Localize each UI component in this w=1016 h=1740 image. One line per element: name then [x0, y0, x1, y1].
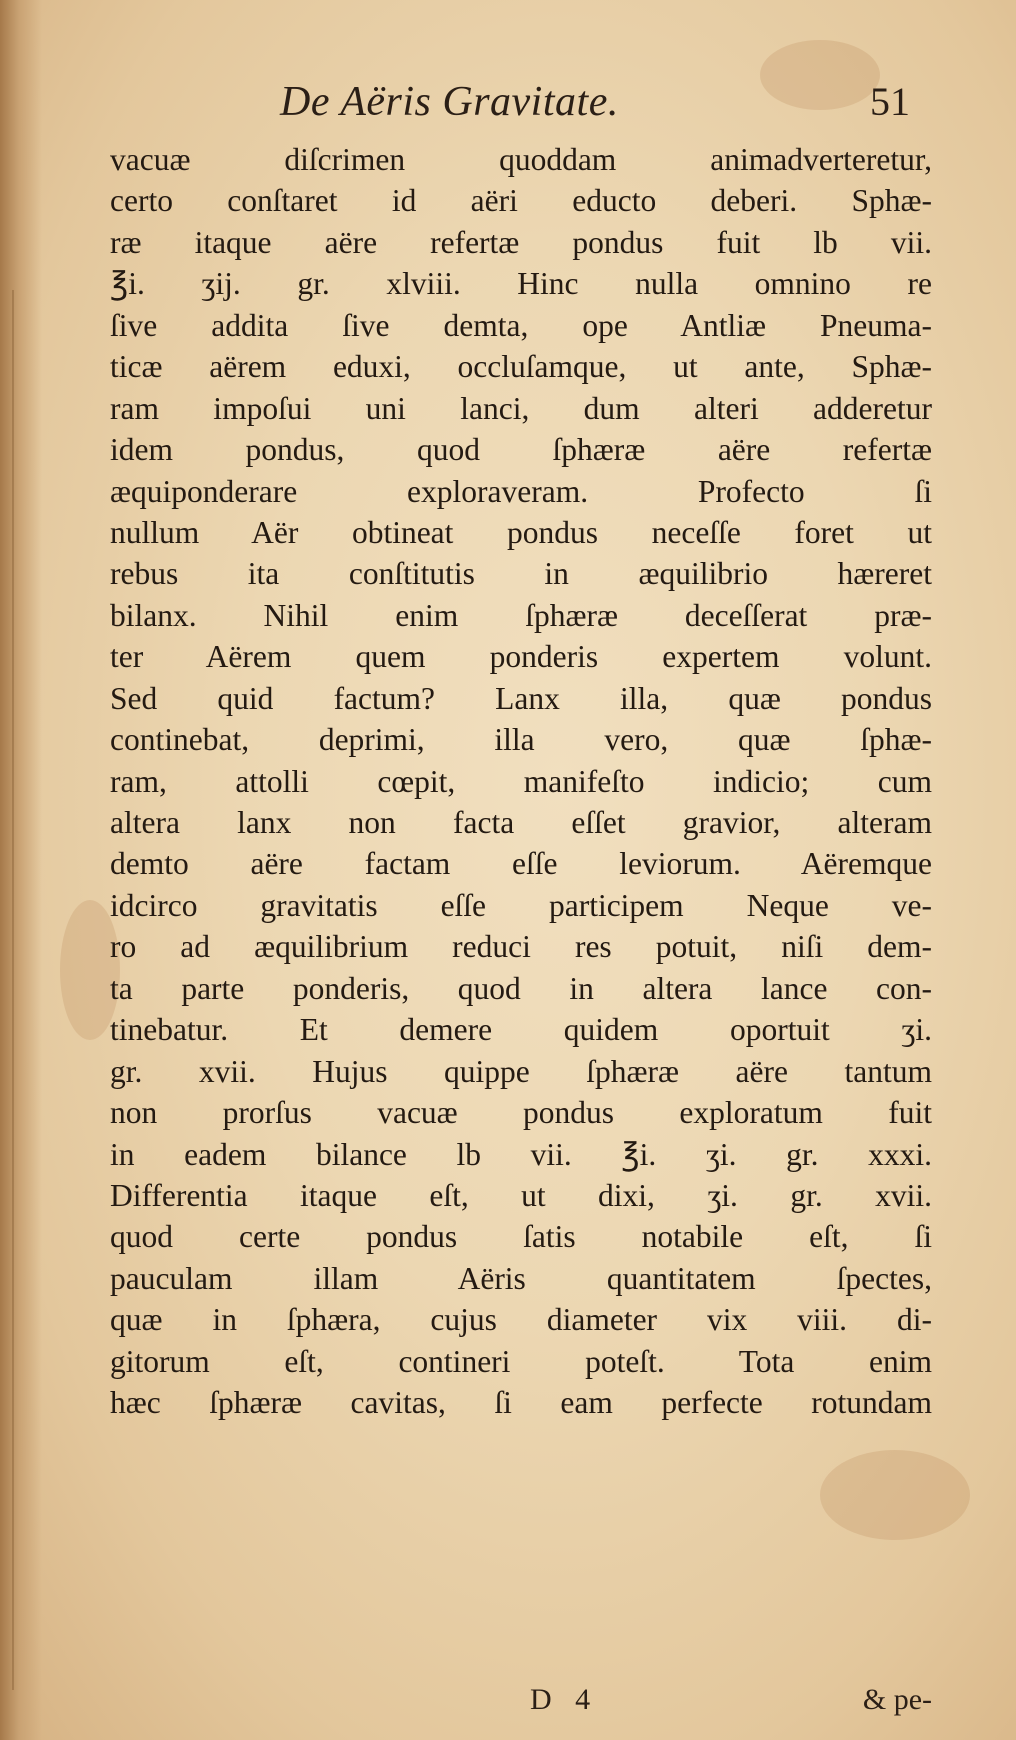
page-header	[110, 78, 910, 128]
text-line: vacuæ diſcrimen quoddam animadverteretur,	[110, 142, 932, 177]
text-line: ticæ aërem eduxi, occluſamque, ut ante, Sphæ-	[110, 349, 932, 385]
text-line: pauculam illam Aëris quantitatem ſpectes,	[110, 1260, 932, 1296]
text-line: tinebatur. Et demere quidem oportuit ʒi.	[110, 1012, 932, 1048]
foxing-stain	[820, 1450, 970, 1540]
text-line: ram impoſui uni lanci, dum alteri adderetur	[110, 390, 932, 426]
text-line: ſive addita ſive demta, ope Antliæ Pneuma-	[110, 307, 932, 343]
text-line: ræ itaque aëre refertæ pondus fuit lb vii.	[110, 224, 932, 260]
text-line: quæ in ſphæra, cujus diameter vix viii. di-	[110, 1302, 932, 1338]
gutter-shadow	[0, 0, 42, 1740]
text-line: Sed quid factum? Lanx illa, quæ pondus	[110, 680, 932, 716]
text-line: æquiponderare exploraveram. Profecto ſi	[110, 473, 932, 509]
text-line: bilanx. Nihil enim ſphæræ deceſſerat præ-	[110, 597, 932, 633]
text-line: continebat, deprimi, illa vero, quæ ſphæ-	[110, 722, 932, 758]
text-line: ℥i. ʒij. gr. xlviii. Hinc nulla omnino re	[110, 266, 932, 302]
text-line: nullum Aër obtineat pondus neceſſe foret ut	[110, 514, 932, 550]
text-line: demto aëre factam eſſe leviorum. Aëremque	[110, 846, 932, 882]
text-line: certo conſtaret id aëri educto deberi. Sphæ-	[110, 183, 932, 219]
text-line: ta parte ponderis, quod in altera lance con-	[110, 970, 932, 1006]
text-line: Differentia itaque eſt, ut dixi, ʒi. gr. xvii.	[110, 1177, 932, 1213]
text-line: ter Aërem quem ponderis expertem volunt.	[110, 639, 932, 675]
page-number: 51	[870, 79, 910, 124]
text-line: ram, attolli cœpit, manifeſto indicio; cum	[110, 763, 932, 799]
body-text	[110, 139, 932, 1424]
text-line: non prorſus vacuæ pondus exploratum fuit	[110, 1095, 932, 1131]
catchword: & pe-	[862, 1683, 932, 1716]
text-line: quod certe pondus ſatis notabile eſt, ſi	[110, 1219, 932, 1255]
signature-mark: D 4	[530, 1683, 599, 1716]
text-line: idcirco gravitatis eſſe participem Neque ve-	[110, 887, 932, 923]
text-line: in eadem bilance lb vii. ℥i. ʒi. gr. xxxi.	[110, 1136, 932, 1172]
text-line: ro ad æquilibrium reduci res potuit, niſi dem-	[110, 929, 932, 965]
text-line: gitorum eſt, contineri poteſt. Tota enim	[110, 1343, 932, 1379]
text-line: idem pondus, quod ſphæræ aëre refertæ	[110, 432, 932, 468]
text-line: altera lanx non facta eſſet gravior, alteram	[110, 805, 932, 840]
text-line: gr. xvii. Hujus quippe ſphæræ aëre tantum	[110, 1053, 932, 1089]
page-footer	[110, 1683, 932, 1727]
page-edge-line	[12, 290, 14, 1690]
text-line: hæc ſphæræ cavitas, ſi eam perfecte rotundam	[110, 1385, 932, 1421]
text-line: rebus ita conſtitutis in æquilibrio hæreret	[110, 556, 932, 592]
running-title: De Aëris Gravitate.	[280, 79, 619, 125]
